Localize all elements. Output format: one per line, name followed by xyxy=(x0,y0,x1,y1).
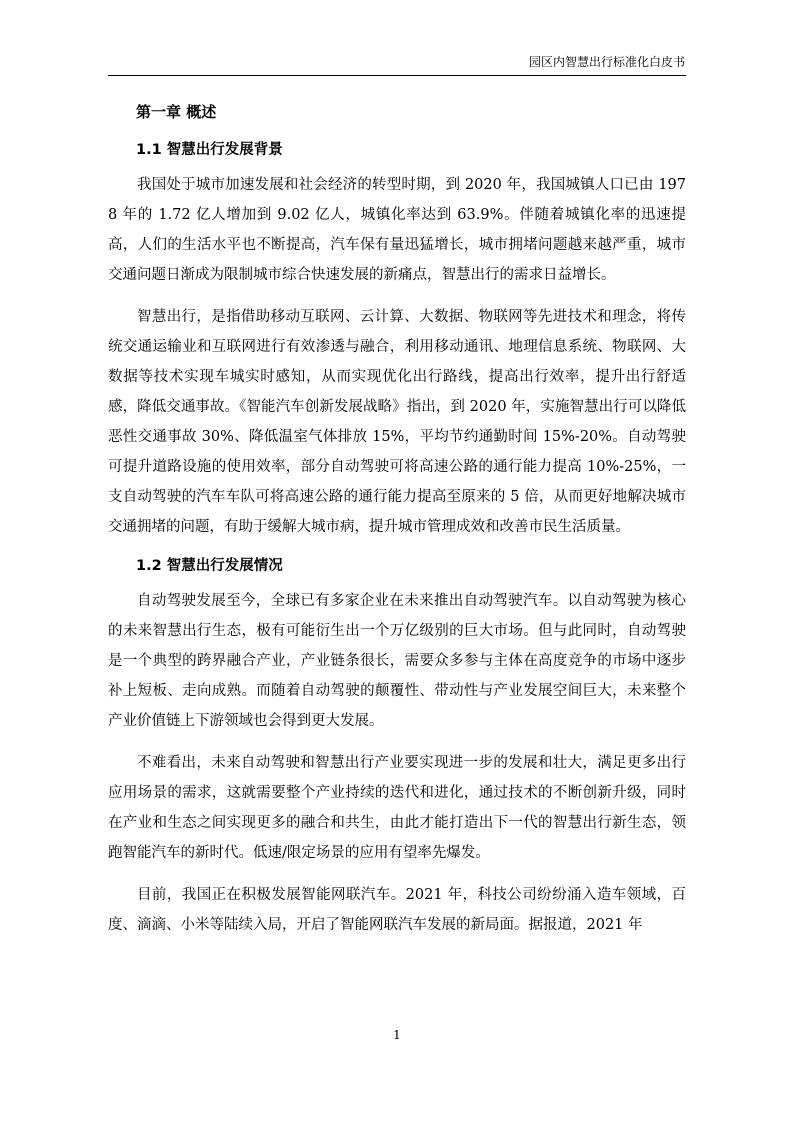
chapter-title: 第一章 概述 xyxy=(136,103,217,121)
page-number: 1 xyxy=(393,1028,401,1042)
paragraph: 目前，我国正在积极发展智能网联汽车。2021 年，科技公司纷纷涌入造车领域，百度、滴滴、小米等陆续入局，开启了智能网联汽车发展的新局面。据报道，2021 年 xyxy=(108,887,686,933)
section-heading-background: 1.1 智慧出行发展背景 xyxy=(136,142,283,158)
header-title: 园区内智慧出行标准化白皮书 xyxy=(528,55,685,69)
paragraph: 智慧出行，是指借助移动互联网、云计算、大数据、物联网等先进技术和理念，将传统交通运输业和互联网进行有效渗透与融合，利用移动通讯、地理信息系统、物联网、大数据等技术实现车城实时感知，从而实现优化出行路线，提高出行效率，提升出行舒适感，降低交通事故。《智能汽车创新发展战略》指出，到 2020 年，实施智慧出行可以降低恶性交通事故 30%、降低温室气体排放 15%，平均节约通勤时间 15%-20%。自动驾驶可提升道路设施的使用效率，部分自动驾驶可将高速公路的通行能力提高 10%-25%，一支自动驾驶的汽车车队可将高速公路的通行能力提高至原来的 5 倍，从而更好地解决城市交通拥堵的问题，有助于缓解大城市病，提升城市管理成效和改善市民生活质量。 xyxy=(108,309,686,535)
paragraph: 我国处于城市加速发展和社会经济的转型时期，到 2020 年，我国城镇人口已由 1978 年的 1.72 亿人增加到 9.02 亿人，城镇化率达到 63.9%。伴随着城镇化率的迅速提高，人们的生活水平也不断提高，汽车保有量迅猛增长，城市拥堵问题越来越严重，城市交通问题日渐成为限制城市综合快速发展的新痛点，智慧出行的需求日益增长。 xyxy=(108,177,686,283)
paragraph: 自动驾驶发展至今，全球已有多家企业在未来推出自动驾驶汽车。以自动驾驶为核心的未来智慧出行生态，极有可能衍生出一个万亿级别的巨大市场。但与此同时，自动驾驶是一个典型的跨界融合产业，产业链条很长，需要众多参与主体在高度竞争的市场中逐步补上短板、走向成熟。而随着自动驾驶的颠覆性、带动性与产业发展空间巨大，未来整个产业价值链上下游领域也会得到更大发展。 xyxy=(108,593,686,729)
section-heading-development: 1.2 智慧出行发展情况 xyxy=(136,558,283,574)
header-rule xyxy=(108,75,686,76)
page-content xyxy=(108,100,686,952)
paragraph: 不难看出，未来自动驾驶和智慧出行产业要实现进一步的发展和壮大，满足更多出行应用场景的需求，这就需要整个产业持续的迭代和进化，通过技术的不断创新升级，同时在产业和生态之间实现更多的融合和共生，由此才能打造出下一代的智慧出行新生态，领跑智能汽车的新时代。低速/限定场景的应用有望率先爆发。 xyxy=(108,755,686,861)
